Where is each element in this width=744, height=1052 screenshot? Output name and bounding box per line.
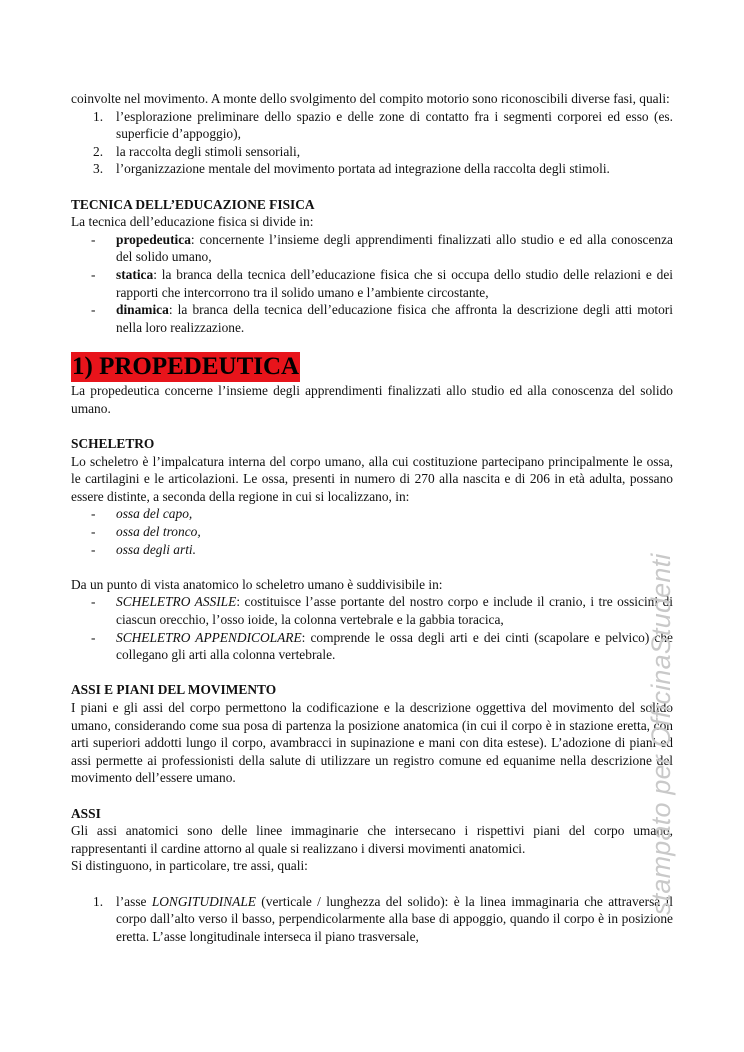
- list-text: : costituisce l’asse portante del nostro corpo e include il cranio, i tre ossicini di ciascun orecchio, l’osso ioide, la colonna vertebrale e la gabbia toracica,: [116, 594, 673, 628]
- list-item: [71, 266, 673, 301]
- list-item: [71, 108, 673, 143]
- list-text: ossa del tronco,: [116, 524, 201, 540]
- section-paragraph: Da un punto di vista anatomico lo scheletro umano è suddivisibile in:: [71, 576, 443, 592]
- scheletro-list: [71, 593, 673, 663]
- dash-bullet: -: [91, 524, 96, 540]
- list-text: : la branca della tecnica dell’educazione fisica che affronta la descrizione degli atti motori nella loro realizzazione.: [116, 302, 673, 335]
- dash-bullet: -: [91, 629, 96, 645]
- dash-bullet: -: [91, 506, 96, 522]
- term: SCHELETRO APPENDICOLARE: [116, 629, 302, 645]
- list-text: : concernente l’insieme degli apprendimenti finalizzati allo studio e ed alla conoscenza del solido umano,: [116, 231, 673, 265]
- intro-list: [71, 108, 673, 178]
- list-item: [71, 143, 673, 161]
- list-number: 3.: [93, 161, 104, 177]
- chapter-paragraph: La propedeutica concerne l’insieme degli apprendimenti finalizzati allo studio ed alla conoscenza del solido umano.: [71, 383, 673, 416]
- section-heading: ASSI: [71, 805, 101, 821]
- dash-bullet: -: [91, 302, 96, 318]
- intro-paragraph: coinvolte nel movimento. A monte dello svolgimento del compito motorio sono riconoscibili diverse fasi, quali:: [71, 91, 670, 106]
- dash-bullet: -: [91, 541, 96, 557]
- dash-bullet: -: [91, 594, 96, 610]
- list-text: l’esplorazione preliminare dello spazio e delle zone di contatto fra i segmenti corporei ed esso (es. superficie d’appoggio),: [116, 108, 673, 142]
- term: LONGITUDINALE: [151, 893, 256, 909]
- section-paragraph: Si distinguono, in particolare, tre assi, quali:: [71, 858, 308, 874]
- chapter-title: 1) PROPEDEUTICA: [72, 353, 300, 381]
- watermark: stampato per OfficinaStudenti: [646, 553, 676, 915]
- tecnica-list: [71, 231, 673, 337]
- dash-bullet: -: [91, 266, 96, 282]
- section-heading: ASSI E PIANI DEL MOVIMENTO: [71, 682, 277, 698]
- list-item: [71, 893, 673, 946]
- list-text: ossa del capo,: [116, 506, 193, 522]
- list-item: [71, 541, 673, 559]
- list-item: [71, 593, 673, 628]
- list-text: ossa degli arti.: [116, 541, 196, 557]
- section-heading: TECNICA DELL’EDUCAZIONE FISICA: [71, 196, 315, 212]
- list-item: [71, 160, 673, 178]
- dash-bullet: -: [91, 231, 96, 247]
- term: SCHELETRO ASSILE: [116, 594, 237, 610]
- section-paragraph: Lo scheletro è l’impalcatura interna del corpo umano, alla cui costituzione partecipano principalmente le ossa, le cartilagini e le articolazioni. Le ossa, presenti in numero di 270 alla nascita e di 206 in età adulta, possano essere distinte, a seconda della regione in cui si localizzano, in:: [71, 453, 673, 504]
- list-text: (verticale / lunghezza del solido): è la linea immaginaria che attraversa il corpo dall’alto verso il basso, perpendicolarmente alla base di appoggio, quando il corpo è in posizione eretta. L’asse longitudinale interseca il piano trasversale,: [116, 893, 673, 944]
- list-item: [71, 231, 673, 266]
- list-text: l’asse: [116, 893, 152, 909]
- section-heading: SCHELETRO: [71, 436, 155, 452]
- list-text: : la branca della tecnica dell’educazione fisica che si occupa dello studio delle relazioni e dei rapporti che intercorrono tra il solido umano e l’ambiente circostante,: [116, 266, 673, 300]
- document-page: [71, 90, 673, 945]
- section-paragraph: La tecnica dell’educazione fisica si divide in:: [71, 214, 314, 230]
- list-text: la raccolta degli stimoli sensoriali,: [116, 143, 301, 159]
- list-item: [71, 301, 673, 336]
- term: propedeutica: [116, 231, 191, 247]
- term: dinamica: [116, 302, 169, 318]
- section-paragraph: I piani e gli assi del corpo permettono la codificazione e la descrizione oggettiva del movimento del solido umano, considerando come sua posa di partenza la posizione anatomica (in cui il corpo è in stazione eretta, con arti superiori addotti lungo il corpo, avambracci in supinazione e mani con dita estese). L’adozione di piani ed assi permette ai professionisti della salute di utilizzare un registro comune ed equanime nella descrizione del movimento dell’essere umano.: [71, 700, 673, 786]
- list-item: [71, 505, 673, 523]
- list-number: 1.: [93, 893, 104, 909]
- list-item: [71, 523, 673, 541]
- ossa-list: [71, 505, 673, 558]
- list-text: l’organizzazione mentale del movimento portata ad integrazione della raccolta degli stimoli.: [116, 161, 610, 177]
- term: statica: [116, 266, 154, 282]
- list-item: [71, 629, 673, 664]
- list-number: 2.: [93, 143, 104, 159]
- list-number: 1.: [93, 108, 104, 124]
- section-paragraph: Gli assi anatomici sono delle linee immaginarie che intersecano i rispettivi piani del corpo umano, rappresentanti il cardine attorno al quale si realizzano i diversi movimenti anatomici.: [71, 823, 673, 856]
- list-text: : comprende le ossa degli arti e dei cinti (scapolare e pelvico) che collegano gli arti alla colonna vertebrale.: [116, 629, 673, 663]
- assi-list: [71, 893, 673, 946]
